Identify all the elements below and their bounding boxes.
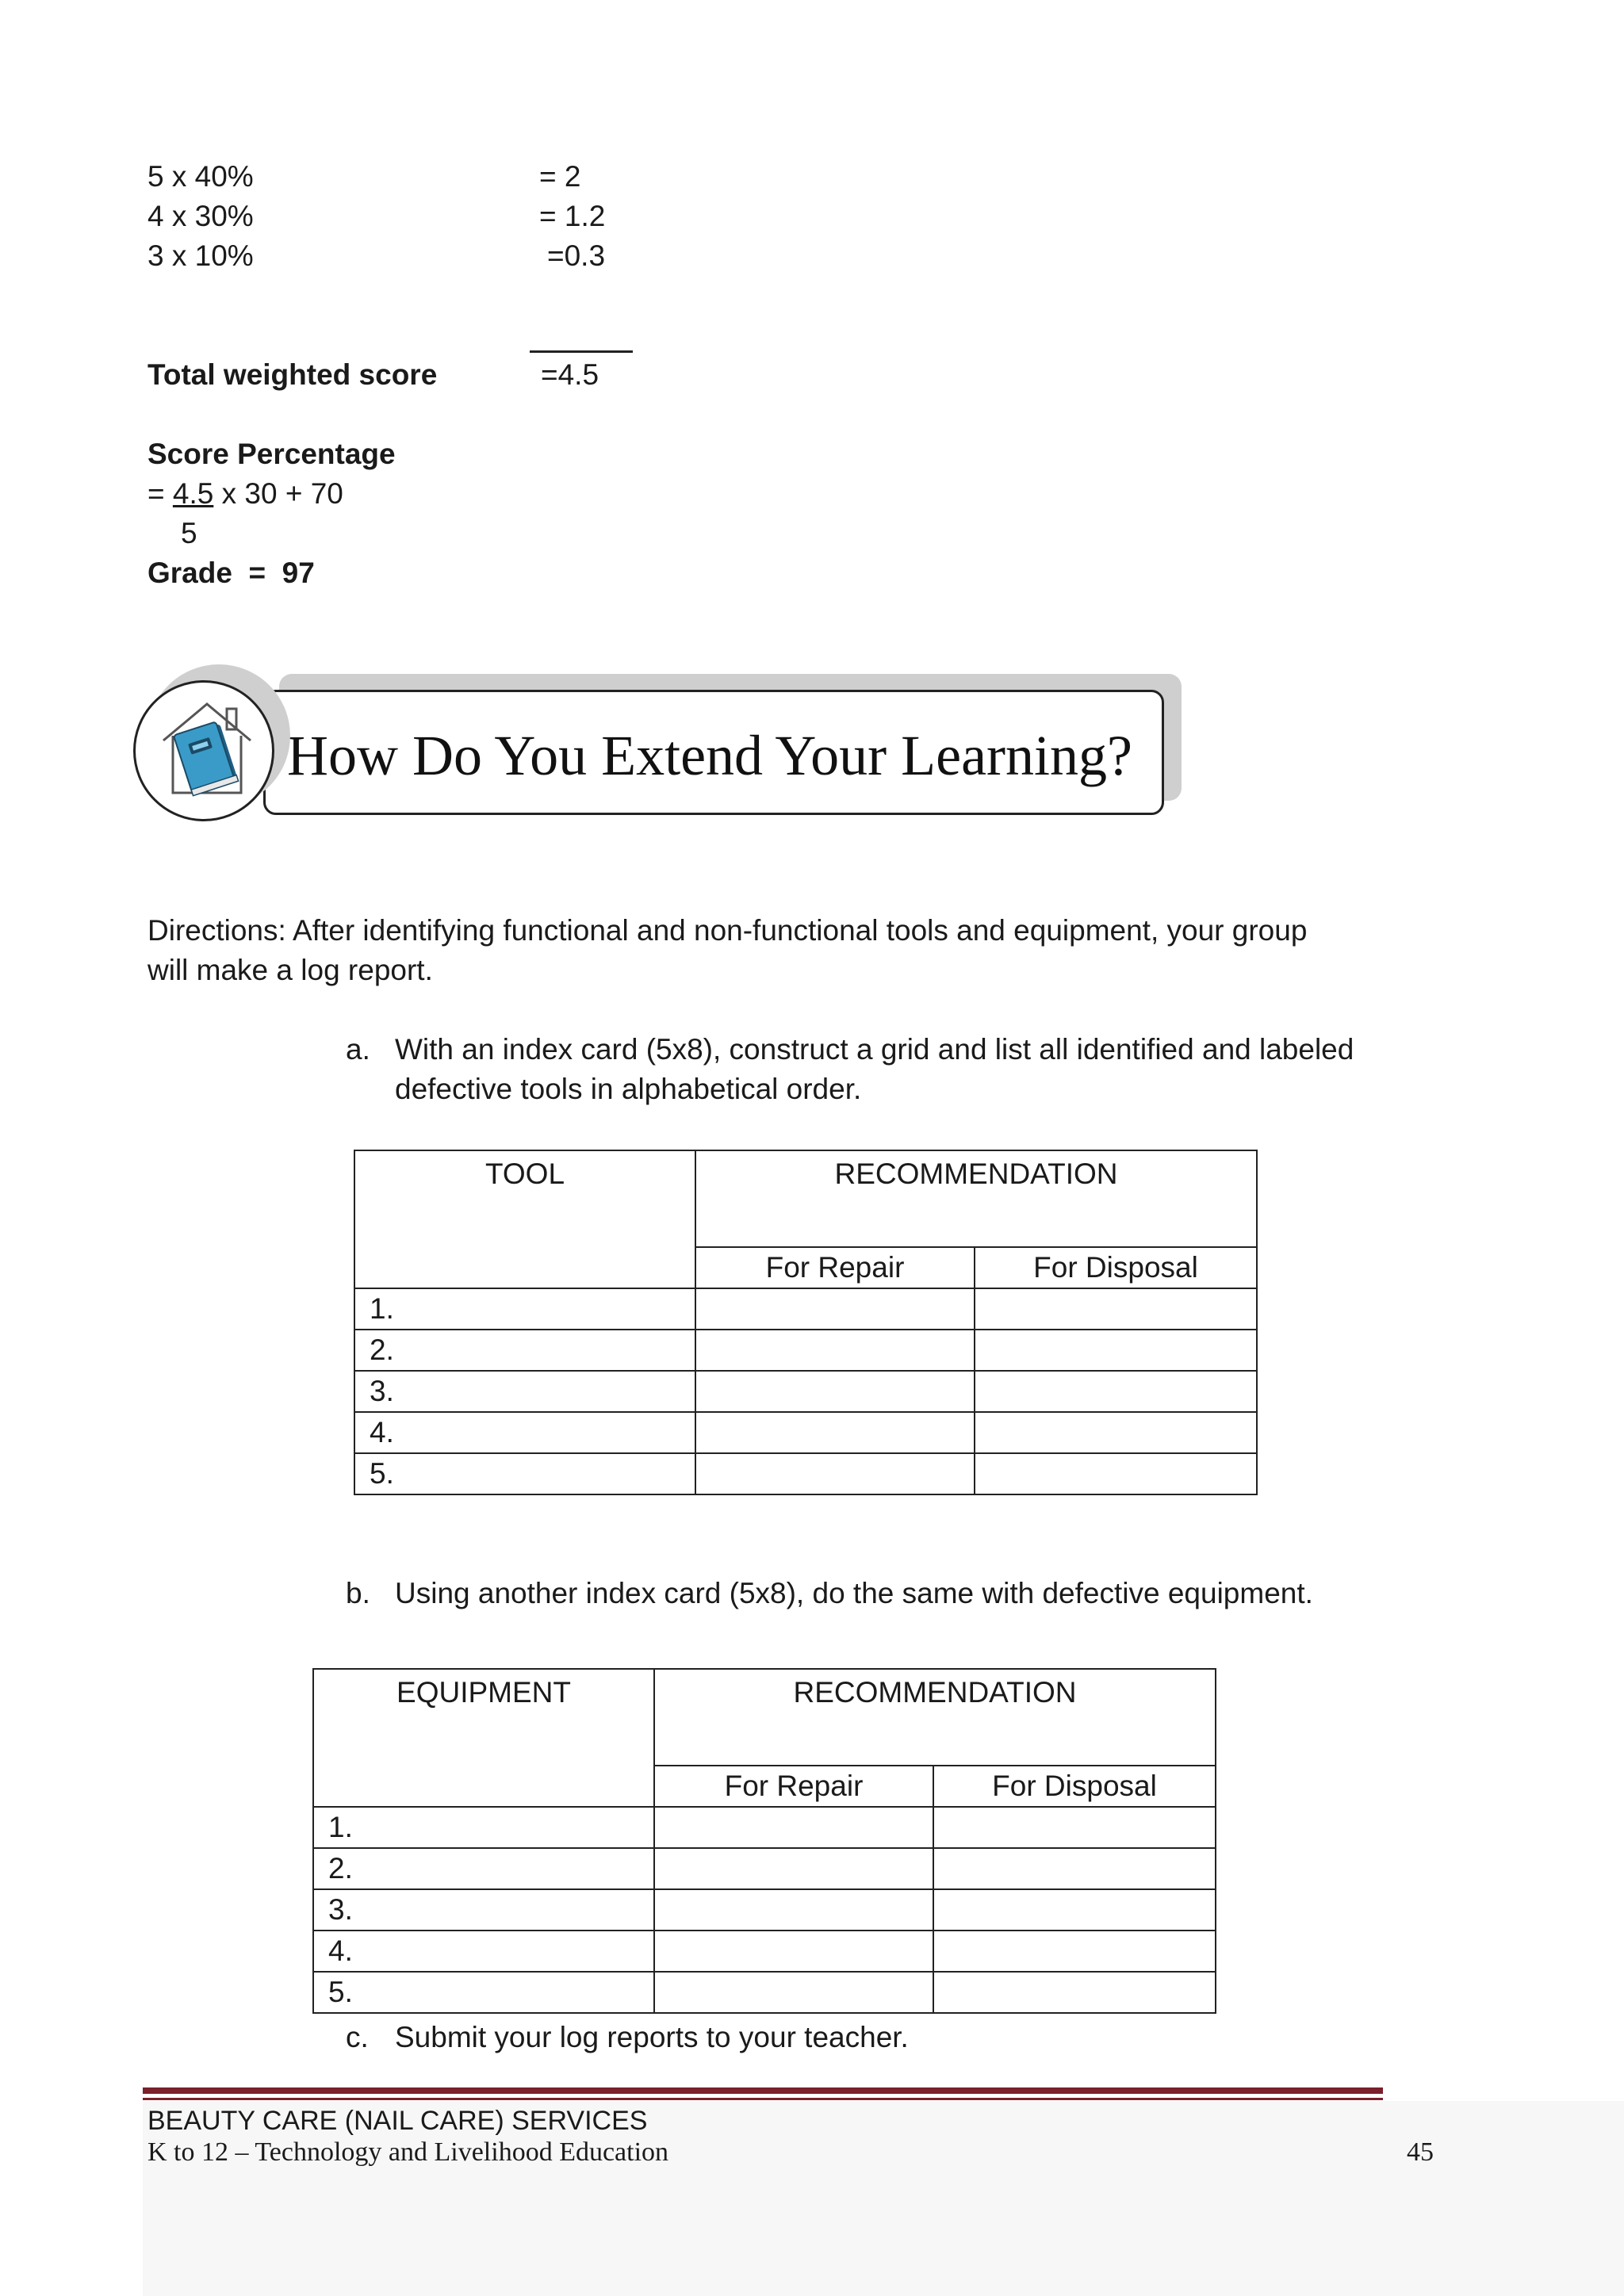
table-row [354,1330,1257,1371]
table-row [313,1848,1216,1889]
disposal-cell [975,1453,1257,1494]
disposal-cell [975,1371,1257,1412]
tool-recommendation-header: RECOMMENDATION [695,1150,1257,1247]
disposal-cell [933,1889,1216,1931]
footer-program: K to 12 – Technology and Livelihood Education [147,2137,669,2167]
repair-cell [654,1972,933,2013]
table-row [354,1453,1257,1494]
repair-cell [654,1807,933,1848]
disposal-cell [933,1807,1216,1848]
calc-result-2: = 1.2 [539,200,606,232]
table-row [313,1889,1216,1931]
repair-cell [654,1889,933,1931]
book-house-icon [147,691,266,810]
tool-col-header: TOOL [354,1150,695,1288]
section-title: How Do You Extend Your Learning? [287,724,1132,787]
directions-line-2: will make a log report. [147,954,433,986]
calc-result-3: =0.3 [547,239,606,272]
row-number: 4. [354,1412,695,1453]
score-formula [147,477,343,511]
calc-expr-3: 3 x 10% [147,239,254,272]
table-row [354,1371,1257,1412]
table-row [354,1412,1257,1453]
score-percentage-label: Score Percentage [147,438,396,470]
step-a-marker: a. [346,1033,370,1066]
step-a-line-1: With an index card (5x8), construct a grid and list all identified and labeled [395,1033,1354,1066]
table-row [313,1807,1216,1848]
calc-result-1: = 2 [539,160,581,193]
total-weighted-label: Total weighted score [147,358,438,391]
footer-rule-thick [143,2087,1383,2094]
sum-rule [530,350,633,353]
row-number: 1. [354,1288,695,1330]
equipment-for-repair-header: For Repair [654,1766,933,1807]
page-number: 45 [1407,2137,1434,2167]
formula-prefix: = [147,477,173,510]
repair-cell [695,1412,975,1453]
row-number: 5. [313,1972,654,2013]
row-number: 2. [313,1848,654,1889]
footer-course-title: BEAUTY CARE (NAIL CARE) SERVICES [147,2106,648,2136]
step-c-text: Submit your log reports to your teacher. [395,2021,909,2053]
equipment-col-header: EQUIPMENT [313,1669,654,1807]
repair-cell [695,1330,975,1371]
formula-numerator: 4.5 [172,477,214,510]
repair-cell [695,1371,975,1412]
equipment-recommendation-header: RECOMMENDATION [654,1669,1216,1766]
calc-expr-2: 4 x 30% [147,200,254,232]
directions-line-1: Directions: After identifying functional and non-functional tools and equipment, your group [147,914,1308,947]
step-c-marker: c. [346,2021,369,2053]
total-weighted-value: =4.5 [541,358,599,391]
row-number: 4. [313,1931,654,1972]
grade-line: Grade = 97 [147,557,315,589]
row-number: 5. [354,1453,695,1494]
tool-log-table [354,1150,1258,1495]
repair-cell [695,1453,975,1494]
disposal-cell [975,1330,1257,1371]
repair-cell [654,1931,933,1972]
disposal-cell [975,1288,1257,1330]
disposal-cell [933,1972,1216,2013]
table-row [313,1972,1216,2013]
tool-for-repair-header: For Repair [695,1247,975,1288]
table-row [354,1288,1257,1330]
table-row [313,1931,1216,1972]
tool-for-disposal-header: For Disposal [975,1247,1257,1288]
disposal-cell [933,1931,1216,1972]
calc-expr-1: 5 x 40% [147,160,254,193]
formula-denominator: 5 [181,517,197,549]
row-number: 3. [313,1889,654,1931]
row-number: 2. [354,1330,695,1371]
row-number: 3. [354,1371,695,1412]
equipment-for-disposal-header: For Disposal [933,1766,1216,1807]
formula-rest: x 30 + 70 [213,477,343,510]
row-number: 1. [313,1807,654,1848]
step-b-text: Using another index card (5x8), do the same with defective equipment. [395,1577,1313,1609]
step-a-line-2: defective tools in alphabetical order. [395,1073,862,1105]
disposal-cell [933,1848,1216,1889]
repair-cell [695,1288,975,1330]
disposal-cell [975,1412,1257,1453]
footer-rule-thin [143,2098,1383,2100]
repair-cell [654,1848,933,1889]
equipment-log-table [312,1668,1216,2014]
step-b-marker: b. [346,1577,370,1609]
